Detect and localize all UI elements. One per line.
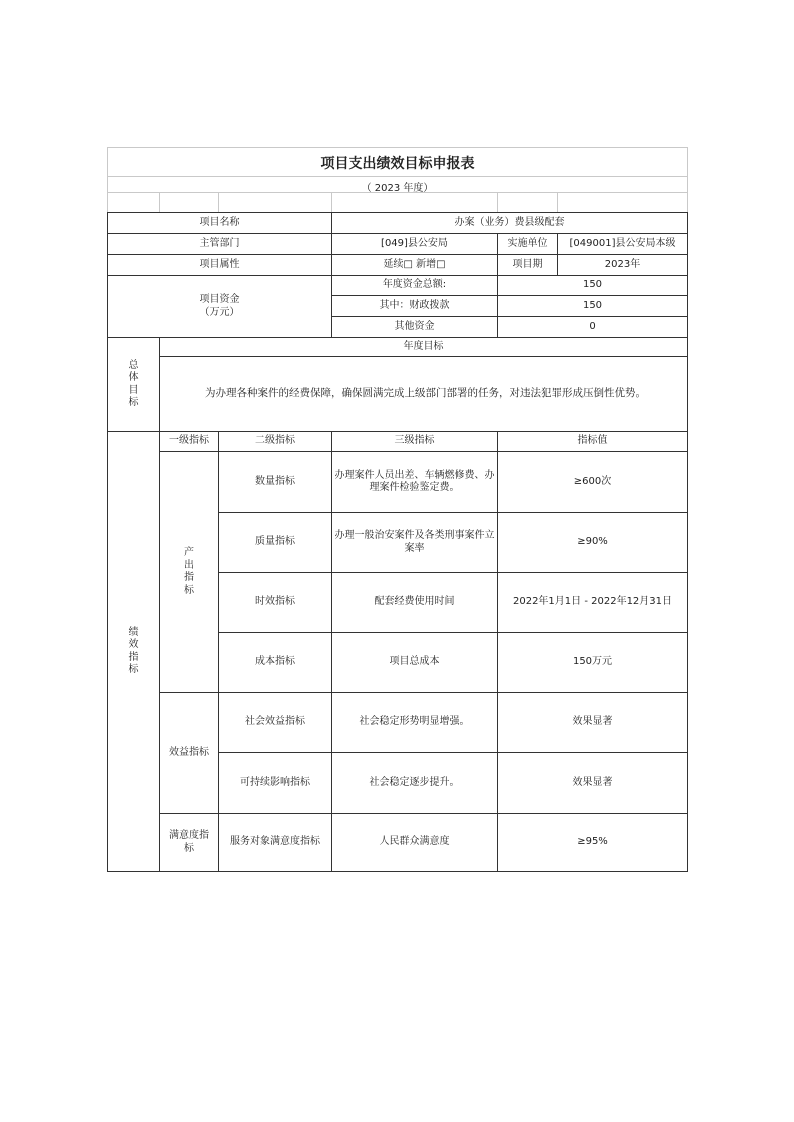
value-cell: 2022年1月1日 - 2022年12月31日 bbox=[498, 573, 688, 633]
fiscal-label: 其中：财政拨款 bbox=[332, 296, 498, 317]
grid-line bbox=[331, 192, 332, 212]
goal-char: 标 bbox=[128, 397, 139, 408]
level2-cell: 时效指标 bbox=[219, 573, 332, 633]
goal-char: 目 bbox=[128, 384, 139, 396]
output-char: 指 bbox=[184, 572, 194, 583]
indicator-char: 标 bbox=[128, 664, 139, 675]
project-name-value: 办案（业务）费县级配套 bbox=[332, 213, 688, 234]
grid-line bbox=[107, 176, 688, 177]
page-title: 项目支出绩效目标申报表 bbox=[320, 156, 475, 172]
output-char: 出 bbox=[184, 559, 194, 571]
level3-cell: 配套经费使用时间 bbox=[332, 573, 498, 633]
annual-total-value: 150 bbox=[498, 276, 688, 296]
indicator-char: 绩 bbox=[128, 626, 139, 638]
col-value-header: 指标值 bbox=[498, 432, 688, 452]
overall-goal-label bbox=[108, 338, 160, 432]
col-level1-header: 一级指标 bbox=[160, 432, 219, 452]
level2-cell: 社会效益指标 bbox=[219, 693, 332, 753]
performance-indicator-label bbox=[108, 432, 160, 872]
level3-cell: 办理案件人员出差、车辆燃修费、办理案件检验鉴定费。 bbox=[332, 452, 498, 513]
level2-cell: 服务对象满意度指标 bbox=[219, 814, 332, 872]
level2-cell: 可持续影响指标 bbox=[219, 753, 332, 814]
value-cell: ≥90% bbox=[498, 513, 688, 573]
funds-label-line-2: （万元） bbox=[199, 306, 240, 318]
project-name-label: 项目名称 bbox=[108, 213, 332, 234]
satisfaction-line-1: 满意度指 bbox=[169, 830, 209, 841]
dept-value: [049]县公安局 bbox=[332, 234, 498, 255]
fiscal-value: 150 bbox=[498, 296, 688, 317]
col-level2-header: 二级指标 bbox=[219, 432, 332, 452]
impl-label: 实施单位 bbox=[498, 234, 558, 255]
year-subtitle: （ 2023 年度） bbox=[361, 183, 434, 194]
grid-top-line bbox=[107, 147, 688, 148]
attr-value: 延续□ 新增□ bbox=[332, 255, 498, 276]
level3-cell: 项目总成本 bbox=[332, 633, 498, 693]
value-cell: 150万元 bbox=[498, 633, 688, 693]
benefit-indicator-label: 效益指标 bbox=[160, 693, 219, 814]
report-table bbox=[107, 212, 688, 872]
output-char: 产 bbox=[184, 547, 194, 558]
grid-line bbox=[497, 192, 498, 212]
output-indicator-label bbox=[160, 452, 219, 693]
grid-line bbox=[218, 192, 219, 212]
other-funds-label: 其他资金 bbox=[332, 317, 498, 338]
period-value: 2023年 bbox=[558, 255, 688, 276]
funds-label-line-1: 项目资金 bbox=[199, 294, 240, 305]
indicator-char: 效 bbox=[128, 639, 139, 650]
level3-cell: 人民群众满意度 bbox=[332, 814, 498, 872]
indicator-char: 指 bbox=[128, 651, 139, 663]
annual-goal-header: 年度目标 bbox=[160, 338, 688, 357]
value-cell: ≥95% bbox=[498, 814, 688, 872]
grid-line bbox=[557, 192, 558, 212]
impl-value: [049001]县公安局本级 bbox=[558, 234, 688, 255]
level3-cell: 社会稳定逐步提升。 bbox=[332, 753, 498, 814]
period-label: 项目期 bbox=[498, 255, 558, 276]
goal-char: 体 bbox=[128, 372, 139, 383]
dept-label: 主管部门 bbox=[108, 234, 332, 255]
level2-cell: 数量指标 bbox=[219, 452, 332, 513]
grid-line bbox=[159, 192, 160, 212]
satisfaction-indicator-label bbox=[160, 814, 219, 872]
funds-label bbox=[108, 276, 332, 338]
level3-cell: 办理一般治安案件及各类刑事案件立案率 bbox=[332, 513, 498, 573]
col-level3-header: 三级指标 bbox=[332, 432, 498, 452]
level3-cell: 社会稳定形势明显增强。 bbox=[332, 693, 498, 753]
other-funds-value: 0 bbox=[498, 317, 688, 338]
level2-cell: 质量指标 bbox=[219, 513, 332, 573]
level2-cell: 成本指标 bbox=[219, 633, 332, 693]
goal-char: 总 bbox=[128, 359, 139, 371]
attr-label: 项目属性 bbox=[108, 255, 332, 276]
annual-goal-text: 为办理各种案件的经费保障，确保圆满完成上级部门部署的任务，对违法犯罪形成压倒性优势。 bbox=[160, 357, 688, 432]
output-char: 标 bbox=[184, 584, 194, 596]
satisfaction-line-2: 标 bbox=[184, 842, 194, 854]
value-cell: ≥600次 bbox=[498, 452, 688, 513]
value-cell: 效果显著 bbox=[498, 693, 688, 753]
value-cell: 效果显著 bbox=[498, 753, 688, 814]
annual-total-label: 年度资金总额: bbox=[332, 276, 498, 296]
